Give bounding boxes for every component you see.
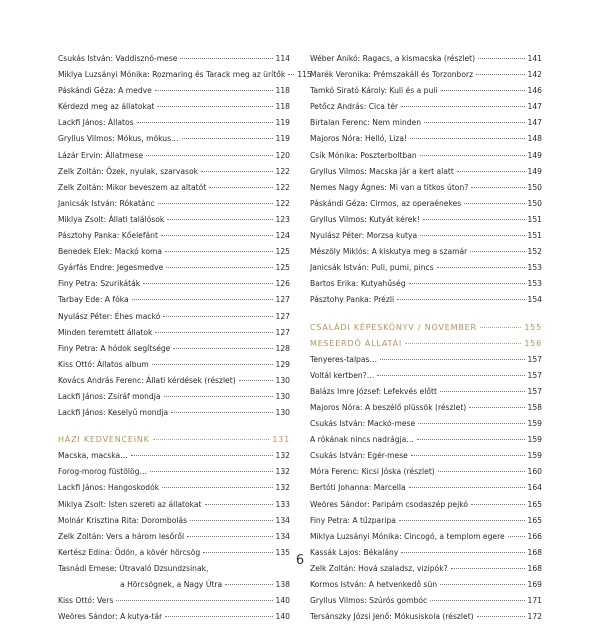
toc-entry: [310, 180, 542, 196]
leader-dots: [155, 332, 272, 333]
toc-entry-title: Kovács András Ferenc: Állati kérdések (részlet): [58, 375, 236, 385]
toc-entry: [310, 276, 542, 292]
leader-dots: [470, 251, 524, 252]
toc-entry: [310, 148, 542, 164]
leader-dots: [152, 364, 273, 365]
toc-entry-title: Birtalan Ferenc: Nem minden: [310, 118, 422, 128]
toc-entry: [310, 244, 542, 260]
toc-entry: [310, 480, 542, 496]
toc-entry-page: 122: [275, 182, 290, 192]
leader-dots: [157, 106, 272, 107]
toc-entry: [310, 464, 542, 480]
toc-entry: [58, 244, 290, 260]
toc-entry: [58, 115, 290, 131]
toc-entry: [58, 529, 290, 545]
toc-entry: [310, 593, 542, 609]
leader-dots: [420, 155, 525, 156]
toc-entry-title: Finy Petra: A hódok segítsége: [58, 343, 171, 353]
toc-entry-page: 151: [527, 231, 542, 241]
section-page: 131: [272, 435, 290, 445]
toc-entry-page: 159: [527, 451, 542, 461]
toc-entry-title: Kiss Ottó: Vers: [58, 596, 114, 606]
toc-entry-title: Zelk Zoltán: Őzek, nyulak, szarvasok: [58, 166, 199, 176]
toc-entry: [58, 577, 290, 593]
toc-entry: [58, 292, 290, 308]
leader-dots: [478, 58, 524, 59]
toc-entry-page: 127: [275, 327, 290, 337]
leader-dots: [166, 267, 272, 268]
section-heading-hazi-kedvenceink: [58, 432, 290, 448]
leader-dots: [508, 536, 525, 537]
toc-entry-page: 158: [527, 402, 542, 412]
toc-entry-title: Gryllus Vilmos: Kutyát kérek!: [310, 214, 420, 224]
toc-entry: [310, 196, 542, 212]
toc-entry: [58, 148, 290, 164]
toc-entry-page: 153: [527, 263, 542, 273]
leader-dots: [165, 251, 272, 252]
toc-entry: [58, 180, 290, 196]
toc-entry-page: 169: [527, 580, 542, 589]
toc-entry-title: Benedek Elek: Mackó koma: [58, 247, 163, 257]
toc-entry-page: 147: [527, 102, 542, 112]
leader-dots: [409, 283, 525, 284]
leader-dots: [417, 439, 525, 440]
toc-entry: [310, 609, 542, 625]
toc-entry-page: 128: [275, 343, 290, 353]
leader-dots: [165, 616, 272, 617]
leader-dots: [171, 412, 272, 413]
toc-entry: [58, 497, 290, 513]
toc-entry-title: Pásztohy Panka: Kőelefánt: [58, 231, 158, 241]
leader-dots: [424, 122, 524, 123]
toc-right-column: [310, 51, 542, 625]
toc-entry: [58, 448, 290, 464]
toc-entry: [310, 51, 542, 67]
leader-dots: [441, 90, 525, 91]
toc-list-right-bottom: [310, 352, 542, 625]
toc-entry-title: Miklya Zsolt: Isten szereti az állatokat: [58, 499, 202, 509]
section-title: CSALÁDI KÉPESKÖNYV / NOVEMBER: [310, 322, 477, 332]
toc-entry-page: 125: [275, 263, 290, 273]
toc-entry-page: 142: [527, 70, 542, 80]
leader-dots: [155, 90, 273, 91]
toc-entry-page: 120: [275, 150, 290, 160]
toc-entry-title: Móra Ferenc: Kicsi Jóska (részlet): [310, 467, 435, 477]
toc-entry-title: Gryllus Vilmos: Szúrós gombóc: [310, 596, 428, 606]
toc-entry: [310, 99, 542, 115]
toc-entry-title: Mészöly Miklós: A kiskutya meg a szamár: [310, 247, 468, 257]
toc-entry-page: 150: [527, 182, 542, 192]
toc-entry-title: Nyulász Péter: Morzsa kutya: [310, 231, 418, 241]
toc-entry-page: 122: [275, 166, 290, 176]
section-heading-csaladi-kepeskonyv: [310, 320, 542, 336]
toc-entry-title: Kormos István: A hetvenkedő sün: [310, 580, 438, 589]
toc-entry: [310, 67, 542, 83]
toc-entry-page: 135: [275, 547, 290, 557]
leader-dots: [163, 316, 272, 317]
toc-entry: [58, 131, 290, 147]
toc-list-left-bottom: [58, 448, 290, 625]
section-title: HÁZI KEDVENCEINK: [58, 435, 150, 445]
toc-entry: [310, 448, 542, 464]
toc-entry-title: Páskándi Géza: A medve: [58, 86, 152, 96]
toc-entry-page: 149: [527, 166, 542, 176]
toc-entry-title: Kiss Ottó: Állatos album: [58, 359, 149, 369]
leader-dots: [420, 235, 524, 236]
toc-entry-page: 119: [275, 134, 290, 144]
toc-entry-title: Molnár Krisztina Rita: Dorombolás: [58, 515, 188, 525]
toc-entry-page: 133: [275, 499, 290, 509]
leader-dots: [137, 122, 273, 123]
toc-entry: [310, 228, 542, 244]
toc-entry-page: 166: [527, 531, 542, 541]
toc-entry-title: Majoros Nóra: A beszélő plüssök (részlet): [310, 402, 467, 412]
toc-entry-page: 152: [527, 247, 542, 257]
toc-entry-page: 132: [275, 483, 290, 493]
toc-entry-page: 122: [275, 198, 290, 208]
toc-entry-title: Csukás István: Egér-mese: [310, 451, 408, 461]
toc-entry-title: Miklya Zsolt: Állati találósok: [58, 214, 165, 224]
leader-dots: [173, 348, 272, 349]
toc-entry-title: Janicsák István: Rókatánc: [58, 198, 155, 208]
toc-entry: [310, 131, 542, 147]
toc-entry: [58, 373, 290, 389]
toc-entry-page: 160: [527, 467, 542, 477]
leader-dots: [190, 520, 272, 521]
toc-entry-title: Miklya Luzsányi Mónika: Cincogó, a templom egere: [310, 531, 505, 541]
toc-entry: [310, 400, 542, 416]
toc-entry-title: Lázár Ervin: Állatmese: [58, 150, 144, 160]
toc-entry: [310, 260, 542, 276]
toc-entry-title: Tenyeres-talpas…: [310, 354, 378, 364]
toc-entry-page: 126: [275, 279, 290, 289]
toc-entry: [310, 497, 542, 513]
toc-entry: [310, 83, 542, 99]
toc-entry-page: 141: [527, 54, 542, 63]
toc-entry-title: Csukás István: Mackó-mese: [310, 419, 416, 429]
leader-dots: [161, 235, 273, 236]
toc-entry: [310, 292, 542, 308]
toc-entry: [58, 513, 290, 529]
leader-dots: [451, 568, 525, 569]
toc-entry-title: Forog-morog füstölög…: [58, 467, 148, 477]
toc-entry: [58, 83, 290, 99]
toc-entry-title: Weöres Sándor: Paripám csodaszép pejkó: [310, 499, 468, 509]
toc-entry: [58, 260, 290, 276]
toc-entry-title: Weöres Sándor: A kutya-tár: [58, 612, 163, 622]
toc-entry: [310, 513, 542, 529]
leader-dots: [397, 299, 524, 300]
toc-entry: [58, 341, 290, 357]
toc-entry: [58, 196, 290, 212]
toc-entry-title: Voltál kertben?…: [310, 370, 375, 380]
toc-entry-page: 130: [275, 375, 290, 385]
leader-dots: [440, 391, 525, 392]
toc-entry: [310, 432, 542, 448]
toc-entry-page: 118: [275, 86, 290, 96]
toc-entry-page: 146: [527, 86, 542, 96]
toc-entry: [58, 325, 290, 341]
toc-entry-page: 157: [527, 370, 542, 380]
toc-entry-title: Macska, macska…: [58, 451, 128, 461]
toc-entry: [310, 368, 542, 384]
leader-dots: [153, 439, 270, 440]
toc-entry: [310, 212, 542, 228]
toc-entry-title: Lackfi János: Hangoskodók: [58, 483, 160, 493]
toc-entry-title: Finy Petra: A tűzparipa: [310, 515, 396, 525]
toc-entry: [58, 405, 290, 421]
toc-entry: [58, 164, 290, 180]
toc-entry-page: 149: [527, 150, 542, 160]
toc-entry-page: 119: [275, 118, 290, 128]
leader-dots: [437, 267, 525, 268]
leader-dots: [418, 423, 524, 424]
toc-entry-title: Finy Petra: Szurikáták: [58, 279, 141, 289]
toc-entry-page: 134: [275, 515, 290, 525]
leader-dots: [164, 396, 273, 397]
leader-dots: [131, 455, 273, 456]
toc-entry-page: 130: [275, 391, 290, 401]
toc-entry-page: 129: [275, 359, 290, 369]
toc-entry-title: Kassák Lajos: Békalány: [310, 547, 399, 557]
leader-dots: [405, 343, 521, 344]
toc-entry-page: 115: [297, 70, 312, 80]
toc-entry-title: Zelk Zoltán: Mikor beveszem az altatót: [58, 182, 207, 192]
toc-entry-title: Zelk Zoltán: Hová szaladsz, vizipók?: [310, 563, 448, 573]
toc-list-left-top: [58, 51, 312, 421]
leader-dots: [438, 471, 525, 472]
toc-entry-title: Bartos Erika: Kutyahűség: [310, 279, 406, 289]
leader-dots: [471, 187, 524, 188]
toc-entry-title: A rókának nincs nadrágja…: [310, 435, 414, 445]
toc-entry-page: 114: [275, 54, 290, 63]
leader-dots: [377, 375, 524, 376]
leader-dots: [167, 219, 272, 220]
toc-entry: [58, 480, 290, 496]
leader-dots: [225, 584, 272, 585]
toc-entry-title: Gryllus Vilmos: Mókus, mókus…: [58, 134, 179, 144]
toc-entry-title: Tersánszky Józsi Jenő: Mókusiskola (részlet): [310, 612, 474, 622]
leader-dots: [430, 600, 524, 601]
leader-dots: [162, 487, 272, 488]
toc-entry: [310, 529, 542, 545]
toc-entry-page: 165: [527, 499, 542, 509]
leader-dots: [469, 407, 524, 408]
leader-dots: [288, 74, 294, 75]
toc-entry-page: 132: [275, 451, 290, 461]
leader-dots: [143, 283, 272, 284]
toc-entry-page: 151: [527, 214, 542, 224]
toc-left-column: [58, 51, 312, 625]
toc-entry: [58, 99, 290, 115]
toc-entry: [58, 464, 290, 480]
toc-entry-title: a Hörcsögnek, a Nagy Útra: [120, 580, 223, 589]
leader-dots: [158, 203, 273, 204]
toc-entry-page: 147: [527, 118, 542, 128]
toc-entry-page: 125: [275, 247, 290, 257]
toc-entry-title: Bertóti Johanna: Marcella: [310, 483, 406, 493]
section-page: 156: [524, 338, 542, 348]
leader-dots: [411, 455, 525, 456]
toc-entry-page: 154: [527, 295, 542, 305]
toc-entry-title: Páskándi Géza: Cirmos, az operaénekes: [310, 198, 462, 208]
toc-entry-title: Wéber Anikó: Ragacs, a kismacska (részlet): [310, 54, 476, 63]
toc-entry: [58, 609, 290, 625]
toc-entry: [310, 416, 542, 432]
toc-entry-page: 123: [275, 214, 290, 224]
toc-entry-title: Minden teremtett állatok: [58, 327, 153, 337]
leader-dots: [410, 138, 524, 139]
leader-dots: [239, 380, 273, 381]
toc-entry-page: 164: [527, 483, 542, 493]
toc-entry-title: Kertész Edina: Ödön, a kövér hörcsög: [58, 547, 201, 557]
toc-entry-title: Tasnádi Emese: Útravaló Dzsundzsinak,: [58, 563, 209, 573]
toc-entry-page: 124: [275, 231, 290, 241]
leader-dots: [457, 171, 525, 172]
leader-dots: [409, 487, 525, 488]
toc-entry-title: Kérdezd meg az állatokat: [58, 102, 155, 112]
leader-dots: [201, 171, 272, 172]
leader-dots: [477, 616, 525, 617]
toc-entry-page: 134: [275, 531, 290, 541]
toc-entry-title: Balázs Imre József: Lefekvés előtt: [310, 386, 437, 396]
toc-entry: [58, 309, 290, 325]
leader-dots: [464, 203, 524, 204]
leader-dots: [132, 299, 273, 300]
toc-entry: [58, 276, 290, 292]
leader-dots: [187, 536, 272, 537]
toc-entry-title: Petőcz András: Cica tér: [310, 102, 399, 112]
toc-entry-page: 159: [527, 435, 542, 445]
toc-entry-title: Lackfi János: Zsiráf mondja: [58, 391, 161, 401]
toc-entry-title: Tarbay Ede: A fóka: [58, 295, 129, 305]
toc-entry: [58, 228, 290, 244]
toc-entry-title: Majoros Nóra: Helló, Liza!: [310, 134, 408, 144]
leader-dots: [401, 106, 524, 107]
toc-entry-page: 159: [527, 419, 542, 429]
leader-dots: [476, 74, 524, 75]
toc-entry: [58, 389, 290, 405]
toc-entry-page: 150: [527, 198, 542, 208]
toc-entry: [310, 115, 542, 131]
toc-entry-title: Gryllus Vilmos: Macska jár a kert alatt: [310, 166, 454, 176]
toc-entry-title: Janicsák István: Puli, pumi, pincs: [310, 263, 434, 273]
toc-entry: [58, 67, 312, 83]
toc-entry-title: Csík Mónika: Poszterboltban: [310, 150, 417, 160]
toc-entry-title: Csukás István: Vaddisznó-mese: [58, 54, 178, 63]
toc-entry: [58, 51, 290, 67]
toc-entry: [58, 212, 290, 228]
leader-dots: [380, 359, 524, 360]
toc-entry-title: Pásztohy Panka: Prézli: [310, 295, 395, 305]
section-page: 155: [524, 322, 542, 332]
leader-dots: [423, 219, 525, 220]
leader-dots: [150, 471, 272, 472]
toc-entry-page: 157: [527, 354, 542, 364]
toc-entry: [310, 164, 542, 180]
toc-entry-page: 140: [275, 596, 290, 606]
leader-dots: [399, 520, 525, 521]
toc-entry-page: 148: [527, 134, 542, 144]
toc-entry-page: 153: [527, 279, 542, 289]
toc-entry-title: Tamkó Sirató Károly: Kuli és a puli: [310, 86, 438, 96]
leader-dots: [180, 58, 272, 59]
toc-entry-title: Lackfi János: Állatos: [58, 118, 134, 128]
toc-entry: [58, 357, 290, 373]
toc-entry-page: 168: [527, 547, 542, 557]
toc-entry-page: 168: [527, 563, 542, 573]
toc-entry-title: Nyulász Péter: Éhes mackó: [58, 311, 161, 321]
toc-entry: [310, 577, 542, 593]
toc-entry-title: Miklya Luzsányi Mónika: Rozmaring és Tarack meg az ürítők: [58, 70, 286, 80]
toc-entry: [310, 384, 542, 400]
toc-entry-page: 172: [527, 612, 542, 622]
leader-dots: [146, 155, 272, 156]
toc-entry-title: Zelk Zoltán: Vers a három lesőről: [58, 531, 185, 541]
toc-entry-page: 132: [275, 467, 290, 477]
leader-dots: [480, 327, 522, 328]
toc-entry: [58, 593, 290, 609]
leader-dots: [440, 584, 524, 585]
toc-entry-page: 140: [275, 612, 290, 622]
toc-entry-page: 127: [275, 295, 290, 305]
toc-entry-page: 130: [275, 408, 290, 418]
leader-dots: [209, 187, 272, 188]
section-heading-meseerdo-allatai: [310, 336, 542, 352]
toc-entry-page: 118: [275, 102, 290, 112]
toc-entry-title: Gyárfás Endre: Jegesmedve: [58, 263, 164, 273]
page-number: 6: [295, 553, 305, 568]
leader-dots: [182, 138, 273, 139]
leader-dots: [471, 504, 525, 505]
section-title: MESEERDŐ ÁLLATAI: [310, 338, 403, 348]
toc-entry-page: 165: [527, 515, 542, 525]
toc-entry-page: 138: [275, 580, 290, 589]
leader-dots: [116, 600, 272, 601]
toc-entry-title: Nemes Nagy Ágnes: Mi van a titkos úton?: [310, 182, 469, 192]
toc-entry-title: Lackfi János: Keselyű mondja: [58, 408, 169, 418]
toc-entry: [310, 352, 542, 368]
toc-entry-page: 157: [527, 386, 542, 396]
leader-dots: [205, 504, 273, 505]
toc-entry-page: 127: [275, 311, 290, 321]
toc-entry-page: 171: [527, 596, 542, 606]
toc-list-right-top: [310, 51, 542, 309]
toc-entry-title: Marék Veronika: Prémszakáll és Torzonborz: [310, 70, 474, 80]
